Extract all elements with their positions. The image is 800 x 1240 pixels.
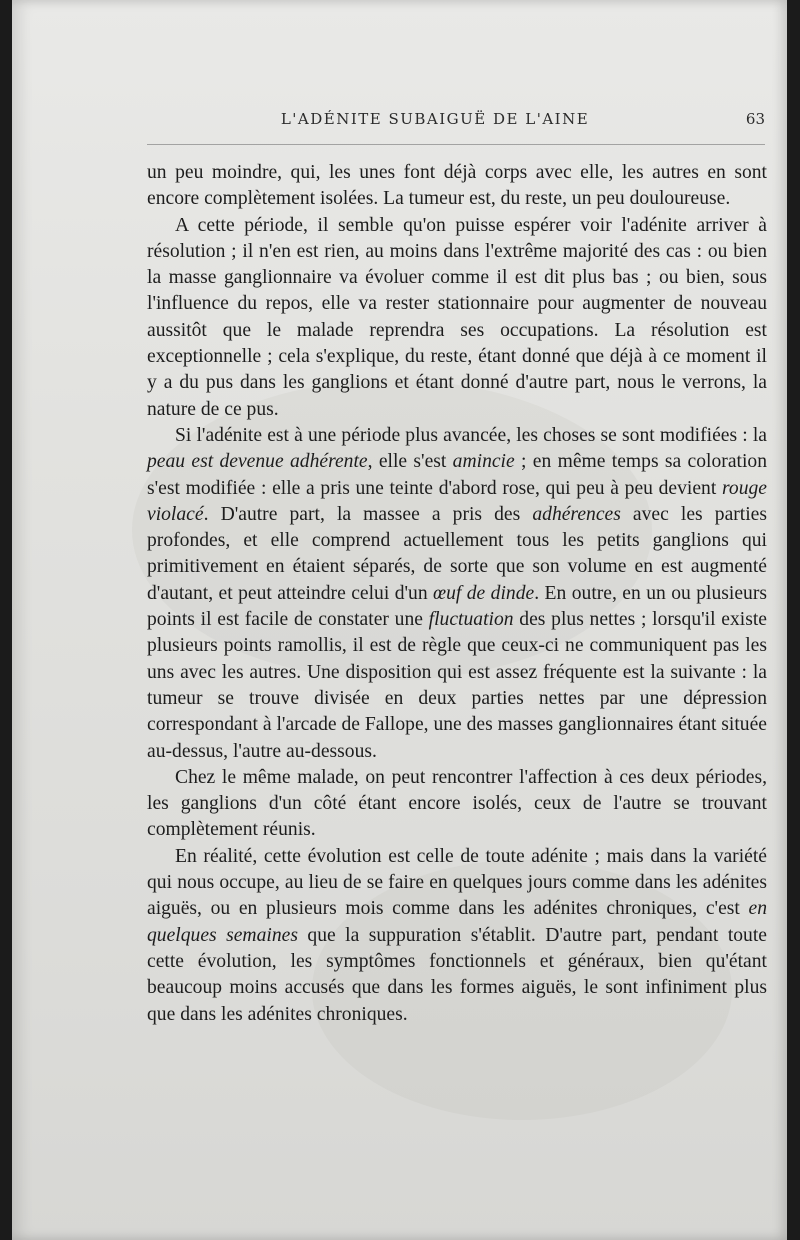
paragraph-3 [147,423,767,765]
italic-run: adhérences [532,503,621,525]
paragraph-4: Chez le même malade, on peut rencontrer l'affection à ces deux périodes, les ganglions d'un côté étant encore isolés, ceux de l'autre se trouvant complètement réunis. [147,766,767,841]
text-run: des plus nettes ; lorsqu'il existe plusieurs points ramollis, il est de règle que ceux-ci ne communiquent pas les uns avec les autres. Une disposition qui est assez fréquente est la suivante : la tumeur se trouve divisée en deux parties nettes par une dépression correspondant à l'arcade de Fallope, une des masses ganglionnaires étant située au-dessus, l'autre au-dessous. [147,609,767,762]
text-run: . En outre, en un ou plusieurs points il est facile de constater une [147,582,767,631]
italic-run: rouge violacé [147,477,767,525]
paragraph-2: A cette période, il semble qu'on puisse espérer voir l'adénite arriver à résolution ; il n'en est rien, au moins dans l'extrême majorité des cas : ou bien la masse ganglionnaire va évoluer comme il est dit plus bas ; ou bien, sous l'influence du repos, elle va rester stationnaire pour augmenter de nouveau aussitôt que le malade reprendra ses occupations. La résolution est exceptionnelle ; cela s'explique, du reste, étant donné que déjà à ce moment il y a du pus dans les ganglions et étant donné d'autre part, nous le verrons, la nature de ce pus. [147,214,767,420]
text-run: ; en même temps sa coloration s'est modifiée : elle a pris une teinte d'abord rose, qui peu à peu devient [147,451,767,499]
text-run: que la suppuration s'établit. D'autre part, pendant toute cette évolution, les symptômes fonctionnels et généraux, bien qu'étant beaucoup moins accusés que dans les formes aiguës, le sont infiniment plus que dans les adénites chroniques. [147,924,767,1025]
paragraph-5 [147,844,767,1028]
header-rule [147,144,765,145]
running-title: L'ADÉNITE SUBAIGUË DE L'AINE [280,110,590,128]
text-run: . D'autre part, la massee a pris des [203,503,533,525]
italic-run: fluctuation [428,609,514,631]
book-page [12,0,787,1240]
italic-run: amincie [452,451,515,473]
italic-run: peau est devenue adhérente [147,451,368,473]
text-run: Si l'adénite est à une période plus avancée, les choses se sont modifiées : la [175,424,767,446]
italic-run: œuf de dinde [433,582,535,604]
body-text [147,160,767,1028]
paragraph-1: un peu moindre, qui, les unes font déjà corps avec elle, les autres en sont encore complètement isolées. La tumeur est, du reste, un peu douloureuse. [147,162,767,210]
italic-run: en quelques semaines [147,898,767,946]
text-run: , elle s'est [367,451,453,473]
running-header [145,110,765,136]
text-run: avec les parties profondes, et elle comprend actuellement tous les petits ganglions qui primitivement en étaient séparés, de sorte que son volume en est augmenté d'autant, et peut atteindre celui d'un [147,503,767,604]
text-run: En réalité, cette évolution est celle de toute adénite ; mais dans la variété qui nous occupe, au lieu de se faire en quelques jours comme dans les adénites aiguës, ou en plusieurs mois comme dans les adénites chroniques, c'est [147,845,767,920]
page-number: 63 [745,110,765,128]
